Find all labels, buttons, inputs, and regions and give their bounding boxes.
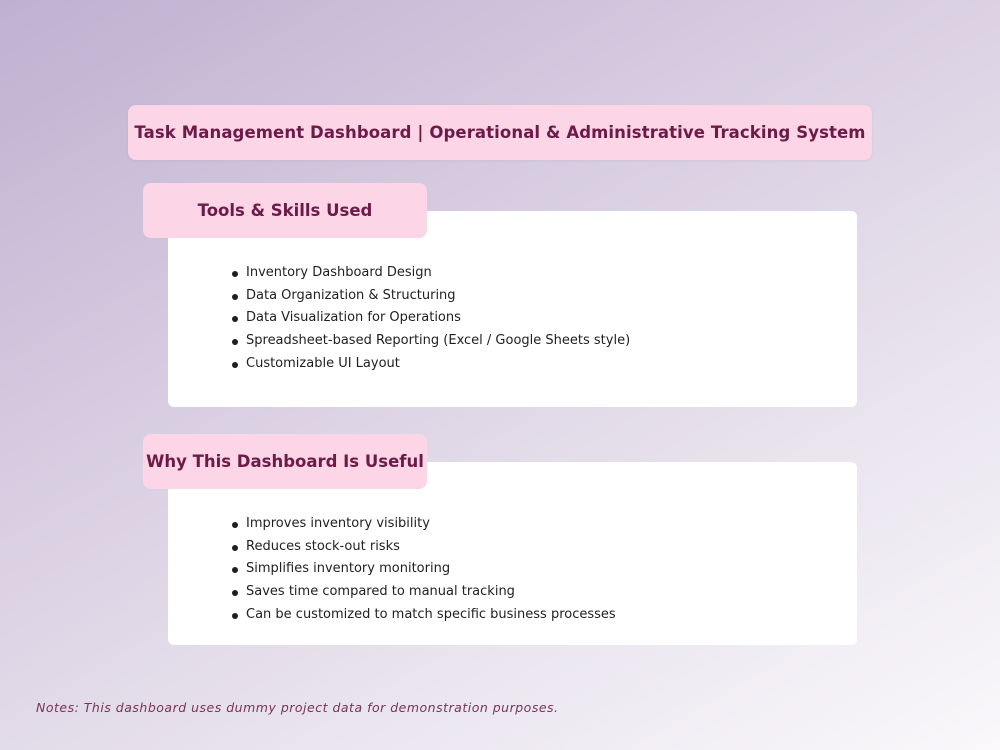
why-useful-heading: Why This Dashboard Is Useful [146,452,424,471]
page-title: Task Management Dashboard | Operational & Administrative Tracking System [134,123,866,142]
list-item-text: Spreadsheet-based Reporting (Excel / Google Sheets style) [246,333,631,349]
tools-skills-list [230,262,630,375]
list-item-text: Customizable UI Layout [246,355,400,371]
list-item-text: Improves inventory visibility [246,516,430,531]
bullet-icon [232,545,238,551]
bullet-icon [232,316,238,322]
why-useful-list [230,513,616,626]
list-item [230,513,616,536]
list-item-text: Data Visualization for Operations [246,310,461,326]
bullet-icon [232,339,238,345]
list-item-text: Reduces stock-out risks [246,538,400,554]
list-item [230,604,616,627]
bullet-icon [232,590,238,596]
bullet-icon [232,522,238,528]
list-item-text: Can be customized to match specific business processes [246,606,616,622]
bullet-icon [232,613,238,619]
list-item [230,558,616,581]
list-item [230,581,616,604]
list-item-text: Saves time compared to manual tracking [246,584,515,600]
list-item [230,307,630,330]
list-item [230,353,630,376]
tools-skills-heading: Tools & Skills Used [197,201,373,220]
bullet-icon [232,271,238,277]
list-item-text: Inventory Dashboard Design [246,265,432,280]
list-item [230,285,630,308]
bullet-icon [232,567,238,573]
list-item-text: Data Organization & Structuring [246,287,456,303]
list-item [230,536,616,559]
title-banner [128,105,872,160]
list-item [230,262,630,285]
bullet-icon [232,362,238,368]
list-item-text: Simplifies inventory monitoring [246,561,451,577]
bullet-icon [232,294,238,300]
list-item [230,330,630,353]
why-useful-heading-tab [143,434,427,489]
tools-skills-heading-tab [143,183,427,238]
footer-notes: Notes: This dashboard uses dummy project data for demonstration purposes. [36,700,559,715]
